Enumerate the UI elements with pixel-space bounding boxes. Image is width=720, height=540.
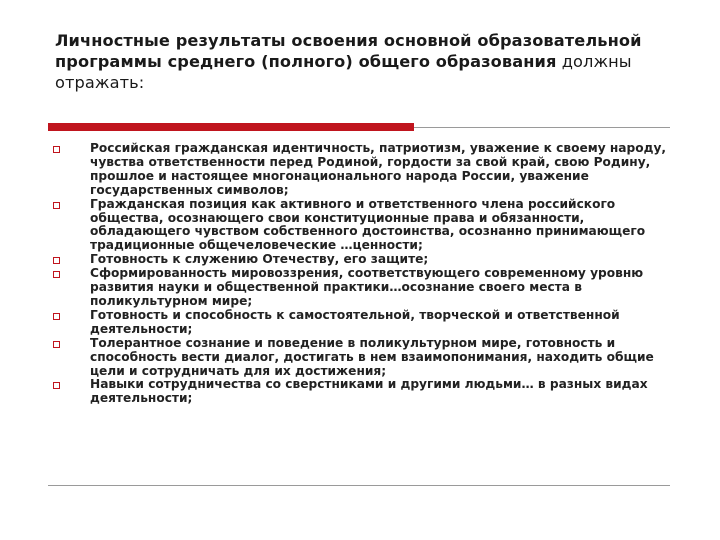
square-bullet-icon: [53, 257, 60, 264]
square-bullet-icon: [53, 313, 60, 320]
slide-title-bold: Личностные результаты освоения основной образовательной программы среднего (полного) общего образования: [55, 31, 642, 71]
square-bullet-icon: [53, 146, 60, 153]
bullet-item: [48, 198, 668, 254]
bullet-item: [48, 337, 668, 379]
title-accent-bar: [48, 123, 414, 131]
square-bullet-icon: [53, 341, 60, 348]
bullet-item: [48, 378, 668, 406]
bullet-text: Готовность к служению Отечеству, его защите;: [90, 252, 429, 267]
bullet-item: [48, 309, 668, 337]
slide-title-normal: должны отражать:: [55, 52, 632, 92]
square-bullet-icon: [53, 382, 60, 389]
slide-title: [55, 30, 685, 93]
bottom-divider: [48, 485, 670, 486]
square-bullet-icon: [53, 202, 60, 209]
bullet-item: [48, 253, 668, 267]
bullet-text: Толерантное сознание и поведение в поликультурном мире, готовность и способность вести диалог, достигать в нем взаимопонимания, находить общие цели и сотрудничать для их достижения;: [90, 335, 654, 378]
bullet-text: Навыки сотрудничества со сверстниками и другими людьми… в разных видах деятельности;: [90, 377, 648, 406]
bullet-text: Российская гражданская идентичность, патриотизм, уважение к своему народу, чувства ответственности перед Родиной, гордости за свой край, свою Родину, прошлое и настоящее многонационального народа России, уважение государственных символов;: [90, 141, 667, 197]
bullet-text: Готовность и способность к самостоятельной, творческой и ответственной деятельности;: [90, 307, 620, 336]
bullet-item: [48, 142, 668, 198]
bullet-list: [48, 142, 668, 406]
bullet-item: [48, 267, 668, 309]
square-bullet-icon: [53, 271, 60, 278]
bullet-text: Гражданская позиция как активного и ответственного члена российского общества, осознающего свои конституционные права и обязанности, обладающего чувством собственного достоинства, осознанно принимающего традиционные общечеловеческие …ценности;: [90, 196, 646, 253]
bullet-text: Сформированность мировоззрения, соответствующего современному уровню развития науки и общественной практики…осознание своего места в поликультурном мире;: [90, 266, 644, 308]
